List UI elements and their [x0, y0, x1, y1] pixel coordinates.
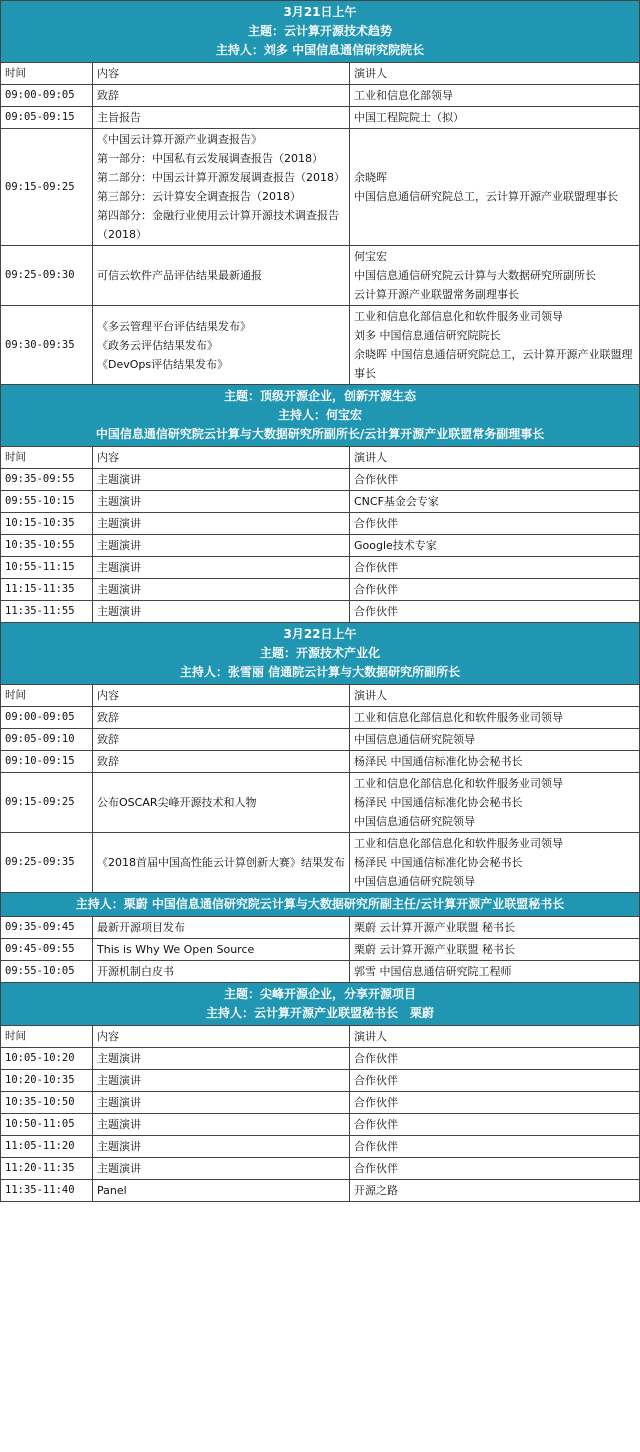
speaker-line: 合作伙伴 [354, 1096, 398, 1109]
content-line: 内容 [97, 1030, 119, 1043]
time-cell: 09:05-09:15 [1, 107, 93, 129]
content-line: 内容 [97, 689, 119, 702]
content-line: 致辞 [97, 89, 119, 102]
table-row [1, 1092, 640, 1114]
content-line: 《多云管理平台评估结果发布》 [97, 319, 251, 333]
content-cell [93, 469, 350, 491]
time-cell: 10:50-11:05 [1, 1114, 93, 1136]
content-cell [93, 491, 350, 513]
time-cell: 09:15-09:25 [1, 773, 93, 833]
speaker-cell [350, 1070, 640, 1092]
speaker-line: 余晓晖 中国信息通信研究院总工，云计算开源产业联盟理事长 [354, 348, 633, 380]
speaker-line: 栗蔚 云计算开源产业联盟 秘书长 [354, 943, 515, 956]
time-cell: 11:35-11:55 [1, 601, 93, 623]
section-header-line: 主持人：刘多 中国信息通信研究院院长 [215, 43, 425, 57]
section-header [1, 983, 640, 1026]
content-cell [93, 1026, 350, 1048]
content-line: 《2018首届中国高性能云计算创新大赛》结果发布 [97, 856, 345, 869]
content-line: 可信云软件产品评估结果最新通报 [97, 269, 262, 282]
speaker-line: 中国信息通信研究院领导 [354, 875, 475, 888]
table-row [1, 491, 640, 513]
speaker-cell [350, 579, 640, 601]
content-cell [93, 306, 350, 385]
time-cell: 09:10-09:15 [1, 751, 93, 773]
content-line: 主题演讲 [97, 539, 141, 552]
table-row [1, 601, 640, 623]
speaker-cell [350, 1158, 640, 1180]
speaker-cell [350, 961, 640, 983]
speaker-line: 合作伙伴 [354, 517, 398, 530]
speaker-cell [350, 557, 640, 579]
table-row [1, 306, 640, 385]
speaker-cell [350, 447, 640, 469]
content-line: 主题演讲 [97, 1096, 141, 1109]
section-header-cell [1, 385, 640, 447]
content-cell [93, 447, 350, 469]
table-row [1, 939, 640, 961]
content-cell [93, 535, 350, 557]
table-row [1, 729, 640, 751]
section-header-cell [1, 893, 640, 917]
time-cell: 10:55-11:15 [1, 557, 93, 579]
time-cell: 09:55-10:05 [1, 961, 93, 983]
section-header-line: 主持人：云计算开源产业联盟秘书长 栗蔚 [206, 1006, 435, 1020]
table-row [1, 535, 640, 557]
content-line: 主题演讲 [97, 495, 141, 508]
table-row [1, 513, 640, 535]
table-row [1, 246, 640, 306]
speaker-line: 杨泽民 中国通信标准化协会秘书长 [354, 856, 523, 869]
speaker-cell [350, 246, 640, 306]
content-cell [93, 685, 350, 707]
content-cell [93, 85, 350, 107]
content-line: 开源机制白皮书 [97, 965, 174, 978]
content-line: 《中国云计算开源产业调查报告》 [97, 133, 262, 146]
content-cell [93, 1158, 350, 1180]
table-row [1, 917, 640, 939]
speaker-cell [350, 773, 640, 833]
section-header-cell [1, 983, 640, 1026]
agenda-body [1, 1, 640, 1202]
speaker-cell [350, 833, 640, 893]
time-cell: 09:15-09:25 [1, 129, 93, 246]
content-cell [93, 729, 350, 751]
content-line: 第一部分：中国私有云发展调查报告（2018） [97, 152, 323, 165]
speaker-line: 中国信息通信研究院领导 [354, 815, 475, 828]
table-row [1, 1048, 640, 1070]
speaker-line: 何宝宏 [354, 250, 387, 263]
speaker-cell [350, 491, 640, 513]
section-header-line: 中国信息通信研究院云计算与大数据研究所副所长/云计算开源产业联盟常务副理事长 [95, 427, 545, 441]
speaker-cell [350, 1136, 640, 1158]
content-cell [93, 1114, 350, 1136]
table-row [1, 1070, 640, 1092]
speaker-line: 郭雪 中国信息通信研究院工程师 [354, 965, 512, 978]
speaker-cell [350, 129, 640, 246]
content-cell [93, 579, 350, 601]
speaker-cell [350, 1092, 640, 1114]
speaker-line: 刘多 中国信息通信研究院院长 [354, 329, 501, 342]
speaker-line: 中国信息通信研究院总工，云计算开源产业联盟理事长 [354, 190, 618, 203]
content-line: 主题演讲 [97, 1118, 141, 1131]
speaker-cell [350, 535, 640, 557]
speaker-line: 中国工程院院士（拟） [354, 111, 464, 124]
content-line: 内容 [97, 67, 119, 80]
table-row [1, 1114, 640, 1136]
speaker-line: 云计算开源产业联盟常务副理事长 [354, 288, 519, 301]
content-line: 主题演讲 [97, 473, 141, 486]
speaker-line: 工业和信息化部信息化和软件服务业司领导 [354, 837, 563, 850]
content-cell [93, 1180, 350, 1202]
content-line: 第二部分：中国云计算开源发展调查报告（2018） [97, 171, 345, 184]
time-cell: 10:15-10:35 [1, 513, 93, 535]
section-header [1, 1, 640, 63]
speaker-cell [350, 306, 640, 385]
content-cell [93, 773, 350, 833]
content-line: 最新开源项目发布 [97, 921, 185, 934]
table-row [1, 685, 640, 707]
section-header [1, 385, 640, 447]
content-line: 致辞 [97, 711, 119, 724]
content-line: 主题演讲 [97, 517, 141, 530]
content-line: 公布OSCAR尖峰开源技术和人物 [97, 796, 257, 809]
table-row [1, 751, 640, 773]
table-row [1, 707, 640, 729]
table-row [1, 129, 640, 246]
content-cell [93, 1092, 350, 1114]
speaker-line: 工业和信息化部信息化和软件服务业司领导 [354, 711, 563, 724]
speaker-line: 合作伙伴 [354, 1052, 398, 1065]
time-cell: 09:45-09:55 [1, 939, 93, 961]
content-line: 《政务云评估结果发布》 [97, 338, 218, 352]
content-line: 主题演讲 [97, 583, 141, 596]
section-header-line: 主持人：何宝宏 [278, 408, 363, 422]
section-header-line: 主题：开源技术产业化 [260, 646, 381, 660]
table-row [1, 773, 640, 833]
speaker-line: 合作伙伴 [354, 561, 398, 574]
content-line: 第三部分：云计算安全调查报告（2018） [97, 190, 301, 203]
table-row [1, 579, 640, 601]
section-header-line: 主题：顶级开源企业，创新开源生态 [224, 389, 417, 403]
speaker-line: 工业和信息化部信息化和软件服务业司领导 [354, 777, 563, 790]
time-cell: 时间 [1, 685, 93, 707]
section-header-line: 3月22日上午 [283, 627, 357, 641]
speaker-line: 合作伙伴 [354, 1140, 398, 1153]
section-header-cell [1, 1, 640, 63]
table-row [1, 63, 640, 85]
time-cell: 时间 [1, 1026, 93, 1048]
table-row [1, 557, 640, 579]
speaker-line: 工业和信息化部领导 [354, 89, 453, 102]
speaker-line: 中国信息通信研究院云计算与大数据研究所副所长 [354, 269, 596, 282]
content-line: 主题演讲 [97, 1052, 141, 1065]
section-header-line: 主题：尖峰开源企业，分享开源项目 [224, 987, 417, 1001]
speaker-cell [350, 1180, 640, 1202]
time-cell: 10:35-10:50 [1, 1092, 93, 1114]
speaker-line: 杨泽民 中国通信标准化协会秘书长 [354, 796, 523, 809]
table-row [1, 469, 640, 491]
speaker-cell [350, 469, 640, 491]
speaker-line: 杨泽民 中国通信标准化协会秘书长 [354, 755, 523, 768]
time-cell: 11:15-11:35 [1, 579, 93, 601]
section-header [1, 623, 640, 685]
content-cell [93, 601, 350, 623]
content-cell [93, 129, 350, 246]
content-line: 主题演讲 [97, 1074, 141, 1087]
speaker-line: 栗蔚 云计算开源产业联盟 秘书长 [354, 921, 515, 934]
speaker-line: 中国信息通信研究院领导 [354, 733, 475, 746]
speaker-line: 合作伙伴 [354, 1162, 398, 1175]
section-header-line: 主持人：栗蔚 中国信息通信研究院云计算与大数据研究所副主任/云计算开源产业联盟秘书长 [75, 897, 565, 911]
speaker-line: 工业和信息化部信息化和软件服务业司领导 [354, 310, 563, 323]
content-line: 致辞 [97, 755, 119, 768]
content-cell [93, 63, 350, 85]
speaker-cell [350, 1048, 640, 1070]
table-row [1, 961, 640, 983]
speaker-cell [350, 685, 640, 707]
content-cell [93, 107, 350, 129]
time-cell: 10:20-10:35 [1, 1070, 93, 1092]
speaker-line: 演讲人 [354, 689, 387, 702]
speaker-line: 合作伙伴 [354, 1118, 398, 1131]
speaker-line: 合作伙伴 [354, 473, 398, 486]
time-cell: 09:35-09:55 [1, 469, 93, 491]
content-line: 主题演讲 [97, 1162, 141, 1175]
speaker-cell [350, 707, 640, 729]
section-header [1, 893, 640, 917]
speaker-cell [350, 107, 640, 129]
speaker-line: 余晓晖 [354, 171, 387, 184]
speaker-cell [350, 1114, 640, 1136]
section-header-line: 主题：云计算开源技术趋势 [248, 24, 393, 38]
table-row [1, 1158, 640, 1180]
content-line: 主题演讲 [97, 561, 141, 574]
speaker-cell [350, 939, 640, 961]
time-cell: 09:05-09:10 [1, 729, 93, 751]
speaker-line: 演讲人 [354, 451, 387, 464]
content-line: 第四部分：金融行业使用云计算开源技术调查报告（2018） [97, 209, 339, 241]
section-header-line: 主持人：张雪丽 信通院云计算与大数据研究所副所长 [179, 665, 461, 679]
table-row [1, 1026, 640, 1048]
speaker-line: 开源之路 [354, 1184, 398, 1197]
content-cell [93, 939, 350, 961]
content-cell [93, 833, 350, 893]
speaker-cell [350, 601, 640, 623]
speaker-cell [350, 513, 640, 535]
content-line: 主题演讲 [97, 605, 141, 618]
time-cell: 11:35-11:40 [1, 1180, 93, 1202]
content-line: 内容 [97, 451, 119, 464]
time-cell: 10:35-10:55 [1, 535, 93, 557]
time-cell: 09:00-09:05 [1, 85, 93, 107]
content-cell [93, 751, 350, 773]
table-row [1, 1180, 640, 1202]
time-cell: 时间 [1, 447, 93, 469]
time-cell: 时间 [1, 63, 93, 85]
content-line: 《DevOps评估结果发布》 [97, 357, 229, 371]
speaker-cell [350, 729, 640, 751]
time-cell: 09:00-09:05 [1, 707, 93, 729]
speaker-line: 演讲人 [354, 67, 387, 80]
table-row [1, 447, 640, 469]
content-line: 主旨报告 [97, 111, 141, 124]
time-cell: 09:25-09:35 [1, 833, 93, 893]
speaker-cell [350, 1026, 640, 1048]
time-cell: 10:05-10:20 [1, 1048, 93, 1070]
content-cell [93, 246, 350, 306]
time-cell: 11:05-11:20 [1, 1136, 93, 1158]
content-line: This is Why We Open Source [97, 943, 255, 956]
time-cell: 09:35-09:45 [1, 917, 93, 939]
speaker-line: 合作伙伴 [354, 583, 398, 596]
content-cell [93, 1136, 350, 1158]
content-cell [93, 917, 350, 939]
speaker-line: CNCF基金会专家 [354, 495, 439, 508]
speaker-line: 演讲人 [354, 1030, 387, 1043]
table-row [1, 107, 640, 129]
content-cell [93, 557, 350, 579]
content-line: 致辞 [97, 733, 119, 746]
speaker-line: Google技术专家 [354, 539, 437, 552]
time-cell: 11:20-11:35 [1, 1158, 93, 1180]
content-cell [93, 707, 350, 729]
table-row [1, 85, 640, 107]
speaker-cell [350, 85, 640, 107]
time-cell: 09:25-09:30 [1, 246, 93, 306]
table-row [1, 833, 640, 893]
content-cell [93, 1048, 350, 1070]
speaker-line: 合作伙伴 [354, 1074, 398, 1087]
content-line: Panel [97, 1184, 127, 1197]
speaker-line: 合作伙伴 [354, 605, 398, 618]
section-header-cell [1, 623, 640, 685]
content-line: 主题演讲 [97, 1140, 141, 1153]
speaker-cell [350, 751, 640, 773]
content-cell [93, 1070, 350, 1092]
section-header-line: 3月21日上午 [283, 5, 357, 19]
content-cell [93, 961, 350, 983]
speaker-cell [350, 917, 640, 939]
speaker-cell [350, 63, 640, 85]
time-cell: 09:55-10:15 [1, 491, 93, 513]
table-row [1, 1136, 640, 1158]
content-cell [93, 513, 350, 535]
time-cell: 09:30-09:35 [1, 306, 93, 385]
